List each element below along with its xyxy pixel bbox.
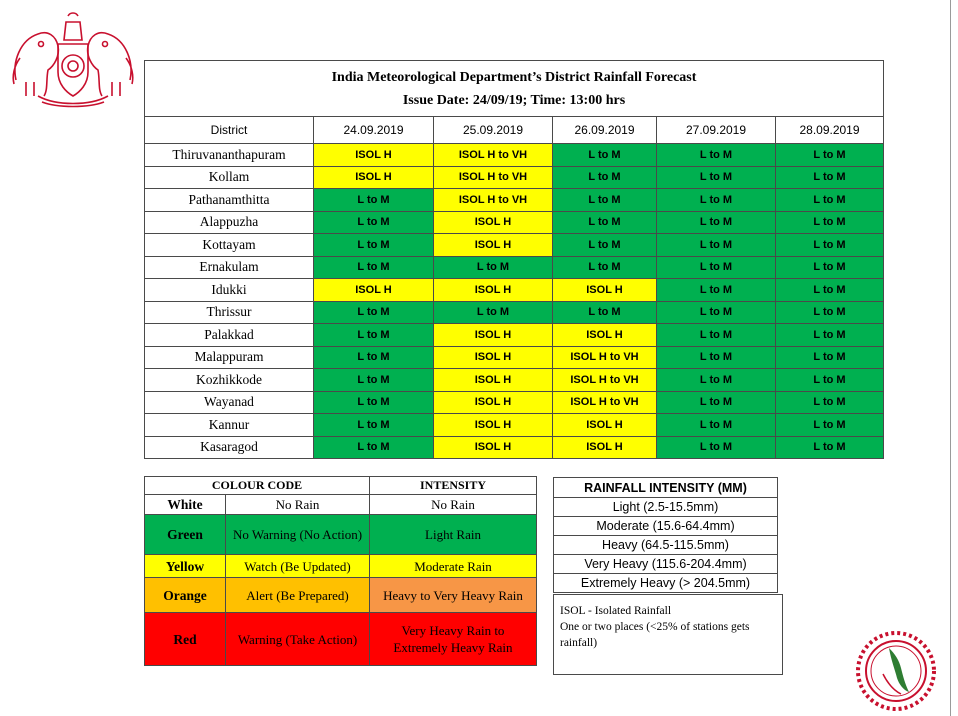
legend-intensity: No Rain	[370, 495, 537, 515]
legend-colour-name: Red	[145, 613, 226, 666]
forecast-cell: L to M	[314, 324, 434, 347]
forecast-cell: L to M	[553, 234, 657, 257]
forecast-cell: L to M	[553, 256, 657, 279]
forecast-cell: ISOL H to VH	[434, 189, 553, 212]
forecast-cell: L to M	[314, 256, 434, 279]
table-row	[145, 346, 884, 369]
forecast-cell: L to M	[776, 234, 884, 257]
forecast-cell: L to M	[657, 234, 776, 257]
intensity-item: Heavy (64.5-115.5mm)	[554, 536, 778, 555]
intensity-row	[554, 574, 778, 593]
district-name: Kasaragod	[145, 436, 314, 459]
header-district: District	[145, 117, 314, 144]
forecast-cell: ISOL H	[434, 211, 553, 234]
forecast-cell: L to M	[553, 144, 657, 167]
district-name: Kottayam	[145, 234, 314, 257]
forecast-cell: L to M	[553, 301, 657, 324]
district-name: Wayanad	[145, 391, 314, 414]
table-row	[145, 301, 884, 324]
forecast-cell: ISOL H	[434, 234, 553, 257]
legend-row	[145, 495, 537, 515]
intensity-row	[554, 498, 778, 517]
intensity-title: RAINFALL INTENSITY (MM)	[554, 478, 778, 498]
table-header-row	[145, 117, 884, 144]
table-row	[145, 234, 884, 257]
forecast-cell: ISOL H	[314, 279, 434, 302]
isol-note-box	[553, 594, 783, 675]
forecast-cell: ISOL H to VH	[434, 144, 553, 167]
forecast-cell: ISOL H	[434, 369, 553, 392]
legend-meaning: Warning (Take Action)	[226, 613, 370, 666]
forecast-cell: L to M	[553, 211, 657, 234]
intensity-row	[554, 517, 778, 536]
colour-code-legend	[144, 476, 537, 666]
forecast-cell: L to M	[314, 211, 434, 234]
legend-meaning: No Warning (No Action)	[226, 515, 370, 555]
district-name: Thrissur	[145, 301, 314, 324]
legend-intensity: Moderate Rain	[370, 555, 537, 578]
forecast-cell: ISOL H	[434, 324, 553, 347]
issue-date: Issue Date: 24/09/19; Time: 13:00 hrs	[402, 92, 626, 108]
district-name: Idukki	[145, 279, 314, 302]
table-row	[145, 369, 884, 392]
intensity-row	[554, 555, 778, 574]
isol-note-line1: ISOL - Isolated Rainfall	[560, 605, 672, 617]
district-name: Ernakulam	[145, 256, 314, 279]
forecast-cell: L to M	[553, 189, 657, 212]
forecast-cell: L to M	[314, 234, 434, 257]
forecast-cell: ISOL H to VH	[434, 166, 553, 189]
table-row	[145, 189, 884, 212]
forecast-cell: L to M	[776, 279, 884, 302]
table-row	[145, 324, 884, 347]
table-body	[145, 144, 884, 459]
intensity-item: Light (2.5-15.5mm)	[554, 498, 778, 517]
legend-intensity: Heavy to Very Heavy Rain	[370, 578, 537, 613]
forecast-cell: L to M	[657, 189, 776, 212]
forecast-cell: ISOL H	[314, 144, 434, 167]
legend-header-intensity: INTENSITY	[370, 477, 537, 495]
forecast-cell: L to M	[776, 369, 884, 392]
forecast-cell: ISOL H to VH	[553, 346, 657, 369]
page-right-border	[950, 0, 951, 716]
rainfall-intensity-table	[553, 477, 778, 593]
forecast-cell: L to M	[776, 301, 884, 324]
district-name: Palakkad	[145, 324, 314, 347]
forecast-cell: L to M	[314, 391, 434, 414]
legend-row	[145, 613, 537, 666]
forecast-cell: ISOL H	[553, 436, 657, 459]
forecast-cell: L to M	[314, 436, 434, 459]
legend-colour-name: Green	[145, 515, 226, 555]
table-row	[145, 279, 884, 302]
header-date: 24.09.2019	[314, 117, 434, 144]
forecast-cell: ISOL H to VH	[553, 391, 657, 414]
intensity-item: Extremely Heavy (> 204.5mm)	[554, 574, 778, 593]
forecast-cell: ISOL H	[434, 279, 553, 302]
forecast-cell: L to M	[434, 301, 553, 324]
forecast-cell: L to M	[657, 279, 776, 302]
district-name: Malappuram	[145, 346, 314, 369]
legend-row	[145, 515, 537, 555]
intensity-title-row	[554, 478, 778, 498]
district-name: Kollam	[145, 166, 314, 189]
legend-intensity: Light Rain	[370, 515, 537, 555]
intensity-item: Moderate (15.6-64.4mm)	[554, 517, 778, 536]
legend-meaning: Watch (Be Updated)	[226, 555, 370, 578]
forecast-cell: L to M	[657, 414, 776, 437]
forecast-cell: L to M	[657, 346, 776, 369]
forecast-cell: L to M	[657, 324, 776, 347]
intensity-body	[554, 498, 778, 593]
intensity-item: Very Heavy (115.6-204.4mm)	[554, 555, 778, 574]
table-row	[145, 414, 884, 437]
header-date: 27.09.2019	[657, 117, 776, 144]
legend-body	[145, 495, 537, 666]
forecast-cell: L to M	[657, 144, 776, 167]
forecast-cell: L to M	[553, 166, 657, 189]
table-row	[145, 144, 884, 167]
intensity-row	[554, 536, 778, 555]
forecast-cell: L to M	[657, 166, 776, 189]
forecast-cell: L to M	[776, 324, 884, 347]
forecast-cell: ISOL H	[434, 346, 553, 369]
forecast-cell: L to M	[776, 256, 884, 279]
forecast-cell: L to M	[314, 414, 434, 437]
forecast-cell: L to M	[776, 414, 884, 437]
header-date: 25.09.2019	[434, 117, 553, 144]
forecast-cell: ISOL H to VH	[553, 369, 657, 392]
ksdma-logo-icon	[853, 630, 939, 712]
forecast-title-cell	[145, 61, 884, 117]
forecast-cell: L to M	[776, 166, 884, 189]
district-name: Alappuzha	[145, 211, 314, 234]
forecast-cell: L to M	[776, 211, 884, 234]
forecast-cell: L to M	[657, 391, 776, 414]
legend-header-colour-code: COLOUR CODE	[145, 477, 370, 495]
legend-meaning: Alert (Be Prepared)	[226, 578, 370, 613]
forecast-cell: ISOL H	[553, 279, 657, 302]
forecast-cell: L to M	[776, 391, 884, 414]
table-row	[145, 166, 884, 189]
forecast-cell: ISOL H	[434, 391, 553, 414]
forecast-cell: L to M	[657, 369, 776, 392]
forecast-cell: L to M	[657, 436, 776, 459]
forecast-cell: ISOL H	[314, 166, 434, 189]
forecast-cell: L to M	[434, 256, 553, 279]
forecast-cell: ISOL H	[434, 414, 553, 437]
forecast-cell: L to M	[314, 346, 434, 369]
legend-row	[145, 578, 537, 613]
forecast-cell: L to M	[657, 301, 776, 324]
forecast-cell: L to M	[776, 144, 884, 167]
rainfall-forecast-table	[144, 60, 884, 459]
legend-colour-name: Yellow	[145, 555, 226, 578]
legend-colour-name: White	[145, 495, 226, 515]
legend-row	[145, 555, 537, 578]
forecast-cell: ISOL H	[434, 436, 553, 459]
district-name: Kannur	[145, 414, 314, 437]
forecast-cell: L to M	[314, 369, 434, 392]
district-name: Thiruvananthapuram	[145, 144, 314, 167]
isol-note-line2: One or two places (<25% of stations gets rainfall)	[560, 621, 750, 649]
forecast-cell: L to M	[776, 189, 884, 212]
table-row	[145, 391, 884, 414]
header-date: 26.09.2019	[553, 117, 657, 144]
legend-intensity: Very Heavy Rain to Extremely Heavy Rain	[370, 613, 537, 666]
forecast-cell: ISOL H	[553, 324, 657, 347]
forecast-title: India Meteorological Department’s District Rainfall Forecast	[331, 69, 697, 85]
forecast-cell: L to M	[657, 211, 776, 234]
forecast-cell: L to M	[314, 301, 434, 324]
forecast-cell: L to M	[776, 346, 884, 369]
kerala-emblem-icon	[8, 10, 138, 108]
table-row	[145, 211, 884, 234]
district-name: Pathanamthitta	[145, 189, 314, 212]
forecast-cell: L to M	[776, 436, 884, 459]
district-name: Kozhikkode	[145, 369, 314, 392]
forecast-cell: L to M	[314, 189, 434, 212]
header-date: 28.09.2019	[776, 117, 884, 144]
forecast-cell: ISOL H	[553, 414, 657, 437]
legend-colour-name: Orange	[145, 578, 226, 613]
legend-meaning: No Rain	[226, 495, 370, 515]
table-row	[145, 256, 884, 279]
table-row	[145, 436, 884, 459]
legend-header-row	[145, 477, 537, 495]
forecast-cell: L to M	[657, 256, 776, 279]
